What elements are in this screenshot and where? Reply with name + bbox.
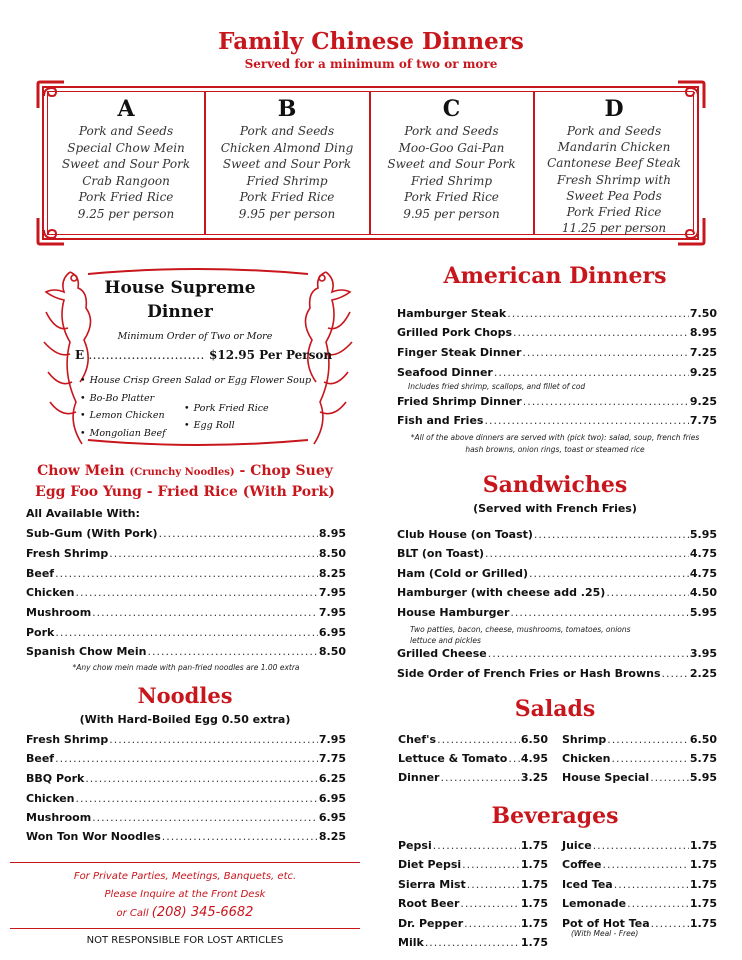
dinner-price: 9.95 per person	[403, 206, 500, 221]
menu-row	[397, 326, 717, 339]
menu-row	[398, 771, 548, 784]
house-supreme-title-line1: House Supreme	[104, 278, 256, 298]
house-supreme-item: • Bo-Bo Platter	[80, 393, 154, 404]
item-price: 8.95	[318, 527, 346, 540]
item-price: 7.50	[689, 307, 717, 320]
menu-row	[26, 733, 346, 746]
house-supreme-title-line2: Dinner	[147, 302, 213, 322]
item-price: 7.75	[689, 414, 717, 427]
item-price: 1.75	[689, 897, 717, 910]
menu-row	[398, 897, 548, 910]
item-price: 1.75	[689, 878, 717, 891]
footer-disclaimer: NOT RESPONSIBLE FOR LOST ARTICLES	[86, 935, 284, 946]
menu-row	[562, 771, 717, 784]
item-name: Grilled Cheese	[397, 647, 487, 660]
dinner-item: Sweet Pea Pods	[566, 188, 662, 203]
menu-row	[26, 772, 346, 785]
footer-divider	[10, 862, 360, 863]
noodles-title: Noodles	[137, 683, 233, 708]
item-price: 6.50	[689, 733, 717, 746]
item-name: Pork	[26, 626, 55, 639]
phone-number[interactable]: (208) 345-6682	[151, 905, 254, 920]
dinner-item: Sweet and Sour Pork	[387, 157, 516, 172]
noodles-subtitle: (With Hard-Boiled Egg 0.50 extra)	[79, 713, 291, 726]
item-price: 6.95	[318, 811, 346, 824]
item-price: 6.25	[318, 772, 346, 785]
menu-row	[397, 647, 717, 660]
house-supreme-code: E	[75, 348, 85, 362]
footer-parties: For Private Parties, Meetings, Banquets, etc.	[73, 871, 297, 882]
dinner-item: Pork and Seeds	[404, 124, 499, 138]
item-name: Fried Shrimp Dinner	[397, 395, 522, 408]
seafood-note: Includes fried shrimp, scallops, and fillet of cod	[408, 382, 586, 391]
family-dinner-b	[206, 95, 368, 223]
item-price: 2.25	[689, 667, 717, 680]
menu-row	[397, 307, 717, 320]
item-name: Pepsi	[398, 839, 432, 852]
menu-row	[26, 830, 346, 843]
american-title: American Dinners	[443, 263, 667, 289]
item-price: 1.75	[520, 917, 548, 930]
item-price: 9.25	[689, 366, 717, 379]
item-name: Beef	[26, 567, 55, 580]
american-note: *All of the above dinners are served with (pick two): salad, soup, french fries	[410, 433, 700, 442]
item-price: 3.25	[520, 771, 548, 784]
house-supreme-item: • House Crisp Green Salad or Egg Flower Soup	[80, 375, 311, 386]
house-hamburger-note: lettuce and pickles	[410, 636, 481, 645]
item-name: Dinner	[398, 771, 440, 784]
menu-row	[26, 645, 346, 658]
house-supreme-title	[100, 276, 260, 324]
item-price: 8.25	[318, 830, 346, 843]
item-price: 1.75	[520, 936, 548, 949]
dinner-item: Moo-Goo Gai-Pan	[398, 140, 505, 155]
footer-inquire: Please Inquire at the Front Desk	[104, 889, 266, 900]
menu-row	[26, 811, 346, 824]
item-price: 4.95	[520, 752, 548, 765]
item-name: Sierra Mist	[398, 878, 466, 891]
dinner-item: Pork Fried Rice	[404, 190, 499, 205]
chow-mein-note: *Any chow mein made with pan-fried noodles are 1.00 extra	[72, 663, 300, 672]
menu-row	[397, 366, 717, 379]
menu-row	[397, 547, 717, 560]
dinner-item: Pork Fried Rice	[78, 190, 174, 205]
item-price: 1.75	[689, 839, 717, 852]
menu-row	[398, 936, 548, 949]
item-price: 7.25	[689, 346, 717, 359]
dinner-item: Crab Rangoon	[82, 173, 170, 188]
item-price: 4.75	[689, 547, 717, 560]
house-supreme-item: • Egg Roll	[184, 420, 235, 431]
dinner-item: Fresh Shrimp with	[557, 172, 671, 187]
item-name: Fresh Shrimp	[26, 547, 109, 560]
item-price: 8.50	[318, 547, 346, 560]
tea-note: (With Meal - Free)	[571, 929, 639, 938]
menu-row	[397, 395, 717, 408]
menu-row	[26, 792, 346, 805]
item-price: 6.95	[318, 626, 346, 639]
item-name: Chicken	[562, 752, 611, 765]
house-hamburger-note: Two patties, bacon, cheese, mushrooms, tomatoes, onions	[410, 625, 631, 634]
menu-row	[397, 667, 717, 680]
american-note: hash browns, onion rings, toast or steamed rice	[465, 445, 645, 454]
family-dinner-a	[49, 95, 203, 223]
page-subtitle: Served for a minimum of two or more	[244, 57, 498, 71]
menu-row	[26, 527, 346, 540]
house-supreme-minimum: Minimum Order of Two or More	[117, 331, 273, 342]
menu-row	[398, 878, 548, 891]
menu-row	[26, 586, 346, 599]
chop-suey-label: - Chop Suey	[239, 463, 333, 479]
item-price: 5.75	[689, 752, 717, 765]
menu-row	[562, 839, 717, 852]
dinner-item: Special Chow Mein	[67, 140, 185, 155]
item-price: 7.95	[318, 586, 346, 599]
item-price: 8.50	[318, 645, 346, 658]
house-supreme-price-line	[75, 348, 332, 362]
item-name: Grilled Pork Chops	[397, 326, 513, 339]
item-price: 5.95	[689, 771, 717, 784]
item-price: 7.95	[318, 606, 346, 619]
dinner-letter: B	[277, 96, 297, 122]
dinner-item: Pork Fried Rice	[566, 205, 662, 220]
menu-row	[26, 752, 346, 765]
chow-mein-label: Chow Mein	[37, 463, 125, 479]
item-name: Finger Steak Dinner	[397, 346, 522, 359]
item-price: 1.75	[520, 839, 548, 852]
item-name: Chicken	[26, 586, 75, 599]
item-name: Iced Tea	[562, 878, 613, 891]
item-name: BLT (on Toast)	[397, 547, 485, 560]
footer-call-label: or Call	[116, 908, 149, 919]
dinner-item: Fried Shrimp	[246, 173, 328, 188]
house-supreme-item: • Pork Fried Rice	[184, 403, 269, 414]
chow-mein-crunchy: (Crunchy Noodles)	[129, 467, 235, 478]
dinner-item: Fried Shrimp	[410, 173, 493, 188]
item-name: Juice	[562, 839, 592, 852]
dinner-item: Chicken Almond Ding	[220, 140, 354, 155]
menu-row	[398, 839, 548, 852]
item-name: Shrimp	[562, 733, 607, 746]
family-dinner-c	[371, 95, 532, 223]
item-name: Fish and Fries	[397, 414, 484, 427]
item-name: Lettuce & Tomato	[398, 752, 508, 765]
salads-title: Salads	[514, 696, 596, 722]
item-name: Sub-Gum (With Pork)	[26, 527, 158, 540]
footer-divider	[10, 928, 360, 929]
item-name: Hamburger (with cheese add .25)	[397, 586, 606, 599]
item-name: Fresh Shrimp	[26, 733, 109, 746]
menu-row	[398, 733, 548, 746]
dinner-item: Pork and Seeds	[566, 124, 662, 138]
dinner-letter: C	[442, 96, 461, 122]
all-available-label: All Available With:	[26, 507, 140, 520]
dinner-item: Cantonese Beef Steak	[547, 156, 681, 171]
item-name: Mushroom	[26, 811, 92, 824]
item-price: 7.75	[318, 752, 346, 765]
menu-row	[397, 586, 717, 599]
item-name: House Hamburger	[397, 606, 510, 619]
footer-call	[10, 905, 360, 920]
item-price: 1.75	[520, 858, 548, 871]
menu-row	[397, 414, 717, 427]
item-price: 8.25	[318, 567, 346, 580]
dinner-price: 9.25 per person	[77, 206, 175, 221]
item-name: Seafood Dinner	[397, 366, 493, 379]
house-supreme-price: $12.95 Per Person	[209, 348, 333, 362]
item-name: Side Order of French Fries or Hash Browns	[397, 667, 661, 680]
dinner-item: Pork Fried Rice	[239, 190, 335, 205]
menu-row	[26, 626, 346, 639]
menu-row	[562, 733, 717, 746]
item-price: 9.25	[689, 395, 717, 408]
menu-row	[562, 897, 717, 910]
item-name: Dr. Pepper	[398, 917, 464, 930]
item-name: Root Beer	[398, 897, 460, 910]
chow-mein-heading	[0, 463, 370, 479]
dinner-price: 11.25 per person	[561, 221, 667, 236]
menu-row	[26, 547, 346, 560]
item-price: 1.75	[689, 858, 717, 871]
item-name: Pot of Hot Tea	[562, 917, 650, 930]
item-price: 5.95	[689, 528, 717, 541]
item-name: Coffee	[562, 858, 602, 871]
item-price: 1.75	[520, 897, 548, 910]
sandwiches-title: Sandwiches	[482, 472, 628, 498]
sandwiches-subtitle: (Served with French Fries)	[473, 502, 637, 515]
item-name: Chef's	[398, 733, 437, 746]
item-name: Milk	[398, 936, 424, 949]
item-name: House Special	[562, 771, 650, 784]
item-price: 6.50	[520, 733, 548, 746]
chow-mein-heading-2: Egg Foo Yung - Fried Rice (With Pork)	[35, 484, 335, 500]
menu-row	[562, 878, 717, 891]
menu-row	[397, 606, 717, 619]
dinner-price: 9.95 per person	[238, 206, 336, 221]
item-price: 6.95	[318, 792, 346, 805]
item-name: Ham (Cold or Grilled)	[397, 567, 528, 580]
page-title: Family Chinese Dinners	[218, 28, 524, 55]
dinner-item: Sweet and Sour Pork	[61, 157, 191, 172]
menu-row	[397, 567, 717, 580]
item-name: Spanish Chow Mein	[26, 645, 147, 658]
menu-row	[397, 528, 717, 541]
item-price: 5.95	[689, 606, 717, 619]
dinner-item: Mandarin Chicken	[557, 140, 671, 155]
menu-row	[562, 752, 717, 765]
item-name: Hamburger Steak	[397, 307, 507, 320]
item-name: Mushroom	[26, 606, 92, 619]
dinner-item: Sweet and Sour Pork	[222, 157, 352, 172]
item-name: Won Ton Wor Noodles	[26, 830, 161, 843]
menu-row	[398, 752, 548, 765]
item-price: 1.75	[689, 917, 717, 930]
item-name: Diet Pepsi	[398, 858, 462, 871]
item-price: 7.95	[318, 733, 346, 746]
house-supreme-item: • Mongolian Beef	[80, 428, 166, 439]
family-dinner-d	[535, 95, 693, 236]
item-price: 1.75	[520, 878, 548, 891]
beverages-title: Beverages	[491, 803, 619, 829]
item-name: BBQ Pork	[26, 772, 85, 785]
menu-row	[26, 567, 346, 580]
dinner-item: Pork and Seeds	[78, 124, 174, 138]
house-supreme-item: • Lemon Chicken	[80, 410, 165, 421]
menu-row	[397, 346, 717, 359]
item-price: 4.75	[689, 567, 717, 580]
menu-row	[562, 858, 717, 871]
dinner-item: Pork and Seeds	[239, 124, 335, 138]
item-name: Chicken	[26, 792, 75, 805]
dot-leader: ...........................	[88, 348, 205, 362]
item-price: 3.95	[689, 647, 717, 660]
item-price: 4.50	[689, 586, 717, 599]
item-name: Club House (on Toast)	[397, 528, 533, 541]
menu-row	[26, 606, 346, 619]
menu-row	[398, 917, 548, 930]
item-price: 8.95	[689, 326, 717, 339]
item-name: Lemonade	[562, 897, 627, 910]
dinner-letter: D	[604, 96, 624, 122]
dinner-letter: A	[117, 96, 135, 122]
menu-row	[398, 858, 548, 871]
item-name: Beef	[26, 752, 55, 765]
